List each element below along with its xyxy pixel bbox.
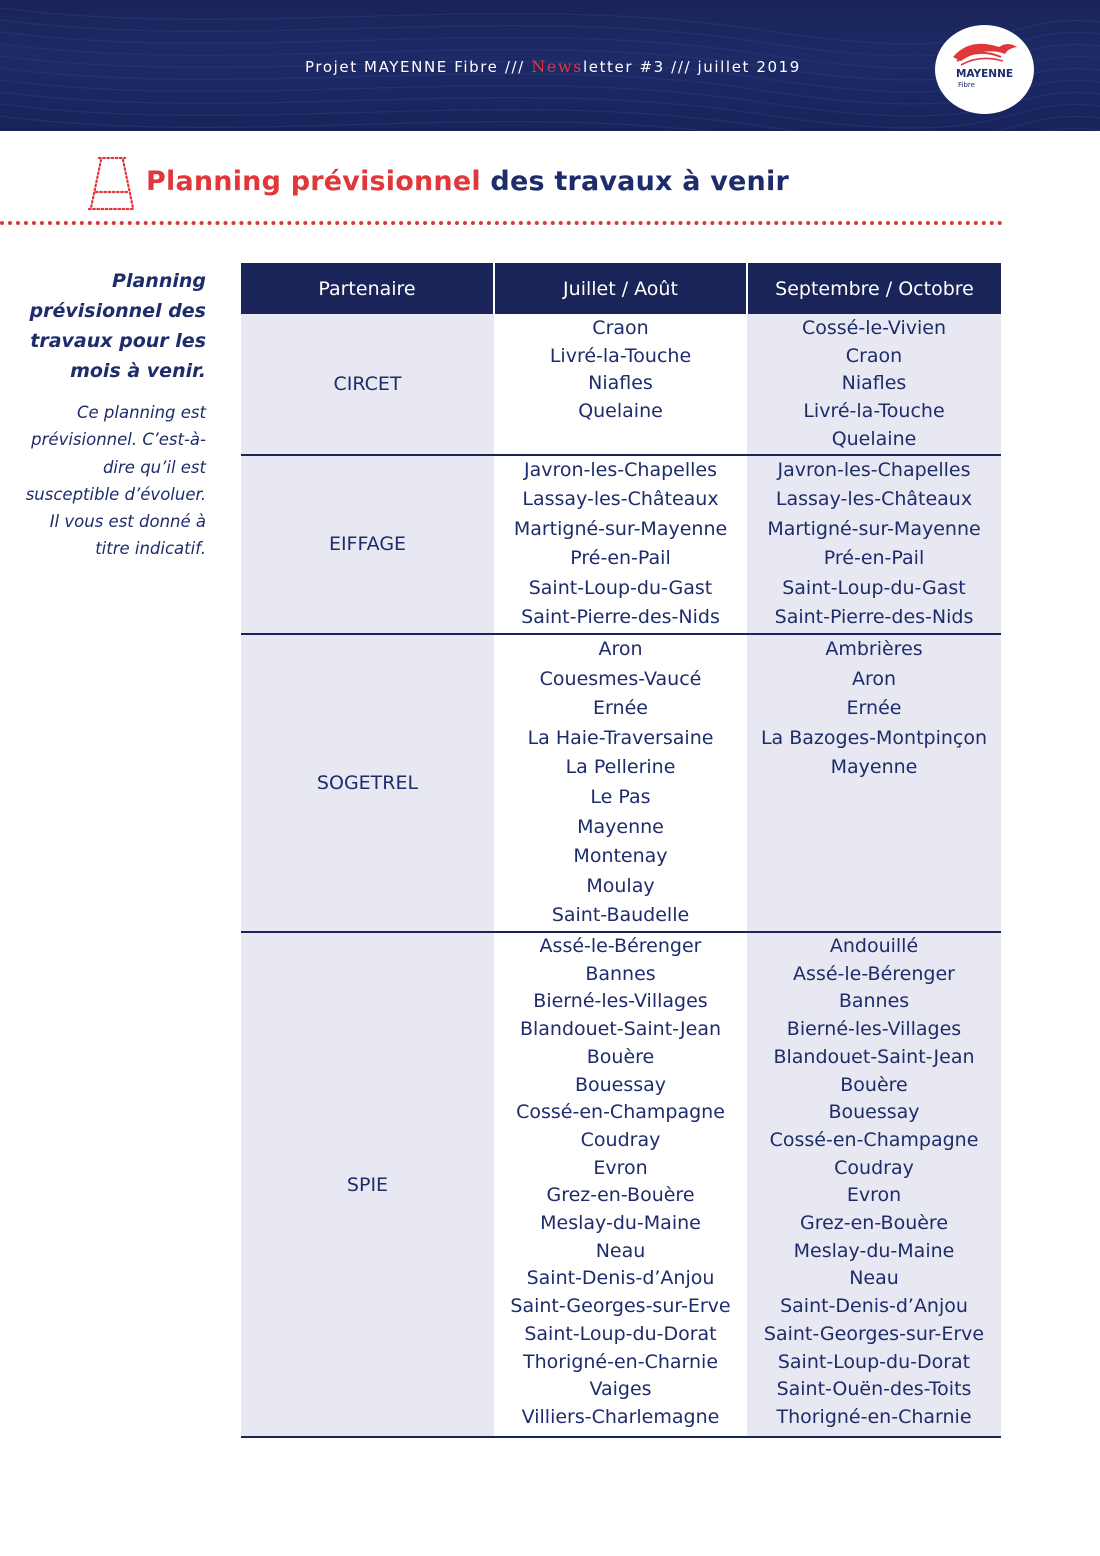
section-title-accent: Planning prévisionnel	[146, 166, 481, 197]
mayenne-fibre-logo	[935, 25, 1034, 114]
town-name: Andouillé	[829, 935, 919, 958]
town-name: Bierné-les-Villages	[533, 990, 708, 1013]
town-name: Bouère	[586, 1045, 655, 1068]
town-name: La Haie-Traversaine	[527, 726, 714, 749]
town-name: Cossé-en-Champagne	[516, 1101, 725, 1124]
july-august-cell	[494, 932, 747, 1437]
town-name: Bannes	[838, 990, 910, 1013]
table-row	[241, 314, 1001, 455]
town-name: Aron	[598, 638, 643, 661]
planning-table	[241, 263, 1001, 1438]
september-october-cell	[747, 314, 1001, 455]
newsletter-header-text	[305, 57, 801, 76]
town-name: Craon	[845, 344, 903, 367]
header-banner	[0, 0, 1100, 131]
logo-name: MAYENNE	[955, 68, 1014, 80]
town-name: Saint-Georges-sur-Erve	[510, 1295, 731, 1318]
town-name: Niafles	[841, 372, 907, 395]
town-name: Bierné-les-Villages	[786, 1018, 962, 1041]
town-name: La Bazoges-Montpinçon	[760, 726, 988, 749]
dotted-divider	[0, 221, 1003, 225]
town-list	[494, 933, 747, 1432]
town-name: Saint-Loup-du-Gast	[782, 576, 966, 599]
header-partner: Partenaire	[241, 263, 494, 314]
town-name: Quelaine	[578, 400, 663, 423]
town-name: Niafles	[588, 372, 653, 395]
town-name: Bouère	[840, 1073, 908, 1096]
town-name: Blandouet-Saint-Jean	[773, 1045, 975, 1068]
town-name: Neau	[849, 1267, 899, 1290]
july-august-cell	[494, 314, 747, 455]
town-name: Pré-en-Pail	[823, 547, 925, 570]
town-name: Saint-Pierre-des-Nids	[774, 606, 974, 629]
winged-horse-icon	[947, 37, 1022, 69]
town-list	[494, 314, 747, 426]
town-name: Cossé-en-Champagne	[769, 1128, 979, 1151]
july-august-cell	[494, 455, 747, 635]
september-october-cell	[747, 932, 1001, 1437]
town-name: Saint-Denis-d’Anjou	[526, 1267, 715, 1290]
town-name: Saint-Ouën-des-Toits	[776, 1378, 972, 1401]
partner-cell: SPIE	[241, 932, 494, 1437]
town-name: Ambrières	[825, 638, 923, 661]
header-news-word: News	[531, 57, 583, 76]
town-name: Saint-Georges-sur-Erve	[763, 1322, 985, 1345]
section-title	[146, 166, 789, 197]
table-header-row	[241, 263, 1001, 314]
town-name: Assé-le-Bérenger	[539, 935, 702, 958]
town-name: Saint-Denis-d’Anjou	[780, 1295, 968, 1318]
town-name: Lassay-les-Châteaux	[775, 488, 973, 511]
july-august-cell	[494, 634, 747, 932]
partner-cell: EIFFAGE	[241, 455, 494, 635]
september-october-cell	[747, 634, 1001, 932]
town-name: Evron	[846, 1184, 902, 1207]
town-name: Ernée	[846, 697, 902, 720]
town-name: Craon	[592, 317, 649, 339]
town-name: Livré-la-Touche	[549, 344, 692, 367]
town-name: Quelaine	[831, 427, 917, 450]
town-name: Grez-en-Bouère	[799, 1212, 949, 1235]
town-name: Cossé-le-Vivien	[801, 317, 947, 339]
town-name: Livré-la-Touche	[803, 400, 945, 423]
table-row	[241, 932, 1001, 1437]
town-name: Montenay	[573, 845, 668, 868]
table-row	[241, 634, 1001, 932]
partner-cell: CIRCET	[241, 314, 494, 455]
town-name: Saint-Baudelle	[551, 904, 690, 927]
town-name: Pré-en-Pail	[570, 547, 671, 570]
town-name: Villiers-Charlemagne	[521, 1405, 720, 1428]
logo-subtitle: Fibre	[958, 81, 975, 89]
town-list	[747, 456, 1001, 634]
header-september-october: Septembre / Octobre	[747, 263, 1001, 314]
partner-cell: SOGETREL	[241, 634, 494, 932]
town-name: La Pellerine	[565, 756, 676, 779]
town-name: Le Pas	[590, 786, 651, 809]
town-name: Javron-les-Chapelles	[777, 458, 971, 481]
town-name: Javron-les-Chapelles	[524, 458, 717, 481]
town-name: Ernée	[593, 697, 648, 720]
town-name: Moulay	[586, 874, 655, 897]
section-title-rest: des travaux à venir	[490, 166, 789, 197]
town-name: Neau	[595, 1239, 646, 1262]
town-list	[747, 314, 1001, 454]
town-name: Meslay-du-Maine	[793, 1239, 955, 1262]
town-name: Couesmes-Vaucé	[539, 667, 702, 690]
table-row	[241, 455, 1001, 635]
town-name: Lassay-les-Châteaux	[522, 488, 719, 511]
town-list	[747, 933, 1001, 1432]
town-name: Blandouet-Saint-Jean	[519, 1018, 722, 1041]
town-list	[494, 635, 747, 931]
town-name: Bouessay	[828, 1101, 920, 1124]
town-name: Mayenne	[577, 815, 664, 838]
town-name: Saint-Loup-du-Dorat	[777, 1350, 971, 1373]
town-name: Saint-Loup-du-Dorat	[524, 1322, 717, 1345]
town-list	[494, 456, 747, 634]
header-issue-text: letter #3 /// juillet 2019	[582, 58, 801, 76]
intro-disclaimer-text: Ce planning est prévisionnel. C’est-à-dire qu’il est susceptible d’évoluer. Il vous est donné à titre indicatif.	[25, 403, 206, 559]
town-name: Thorigné-en-Charnie	[522, 1350, 719, 1373]
town-name: Evron	[593, 1156, 648, 1179]
header-july-august: Juillet / Août	[494, 263, 747, 314]
town-name: Coudray	[580, 1128, 661, 1151]
town-name: Assé-le-Bérenger	[793, 962, 955, 985]
town-name: Mayenne	[830, 756, 918, 779]
town-name: Thorigné-en-Charnie	[776, 1405, 972, 1428]
town-name: Coudray	[834, 1156, 914, 1179]
town-list	[747, 635, 1001, 783]
dotted-letter-a-icon	[87, 156, 137, 212]
town-name: Bannes	[585, 962, 656, 985]
town-name: Bouessay	[574, 1073, 667, 1096]
intro-lead-text: Planning prévisionnel des travaux pour les mois à venir.	[29, 270, 206, 382]
town-name: Saint-Loup-du-Gast	[528, 576, 713, 599]
town-name: Martigné-sur-Mayenne	[767, 517, 981, 540]
town-name: Martigné-sur-Mayenne	[513, 517, 728, 540]
town-name: Aron	[851, 667, 897, 690]
town-name: Saint-Pierre-des-Nids	[521, 606, 720, 629]
september-october-cell	[747, 455, 1001, 635]
town-name: Meslay-du-Maine	[540, 1212, 701, 1235]
header-project-text: Projet MAYENNE Fibre ///	[305, 58, 532, 76]
town-name: Vaiges	[589, 1378, 652, 1401]
town-name: Grez-en-Bouère	[546, 1184, 695, 1207]
